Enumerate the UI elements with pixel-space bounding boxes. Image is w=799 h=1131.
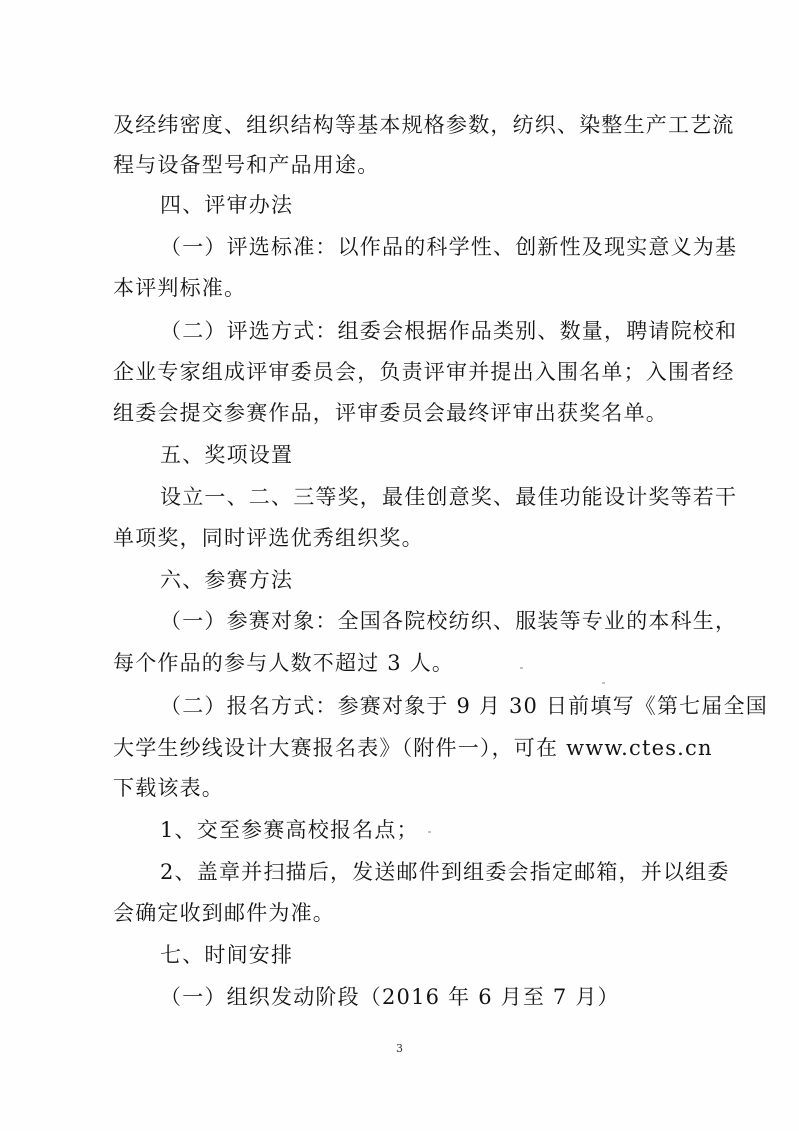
body-line-2: 程与设备型号和产品用途。	[113, 153, 380, 177]
body-line-9: 单项奖，同时评选优秀组织奖。	[113, 526, 424, 550]
body-line-4: 本评判标准。	[113, 276, 247, 300]
scan-speck	[428, 831, 431, 833]
body-line-10: （一）参赛对象：全国各院校纺织、服装等专业的本科生，	[160, 609, 738, 633]
body-line-13: 大学生纱线设计大赛报名表》（附件一），可在 www.ctes.cn	[113, 736, 713, 760]
body-line-3: （一）评选标准：以作品的科学性、创新性及现实意义为基	[160, 235, 738, 259]
page-number: 3	[396, 1042, 403, 1055]
section-heading-7: 七、时间安排	[160, 943, 294, 967]
section-heading-6: 六、参赛方法	[160, 568, 294, 592]
body-line-15: 会确定收到邮件为准。	[113, 901, 335, 925]
scan-speck	[520, 667, 523, 669]
list-item-2: 2、盖章并扫描后，发送邮件到组委会指定邮箱，并以组委	[160, 860, 730, 884]
list-item-1: 1、交至参赛高校报名点；	[160, 818, 419, 842]
body-line-16: （一）组织发动阶段（2016 年 6 月至 7 月）	[160, 985, 620, 1009]
section-heading-4: 四、评审办法	[160, 193, 294, 217]
body-line-1: 及经纬密度、组织结构等基本规格参数，纺织、染整生产工艺流	[113, 113, 735, 137]
body-line-11: 每个作品的参与人数不超过 3 人。	[113, 651, 455, 675]
body-line-7: 组委会提交参赛作品，评审委员会最终评审出获奖名单。	[113, 401, 668, 425]
body-line-8: 设立一、二、三等奖，最佳创意奖、最佳功能设计奖等若干	[160, 485, 738, 509]
body-line-14: 下载该表。	[113, 776, 224, 800]
scan-speck	[602, 682, 605, 684]
section-heading-5: 五、奖项设置	[160, 443, 294, 467]
body-line-12: （二）报名方式：参赛对象于 9 月 30 日前填写《第七届全国	[160, 694, 768, 718]
body-line-6: 企业专家组成评审委员会，负责评审并提出入围名单；入围者经	[113, 360, 735, 384]
body-line-5: （二）评选方式：组委会根据作品类别、数量，聘请院校和	[160, 319, 738, 343]
